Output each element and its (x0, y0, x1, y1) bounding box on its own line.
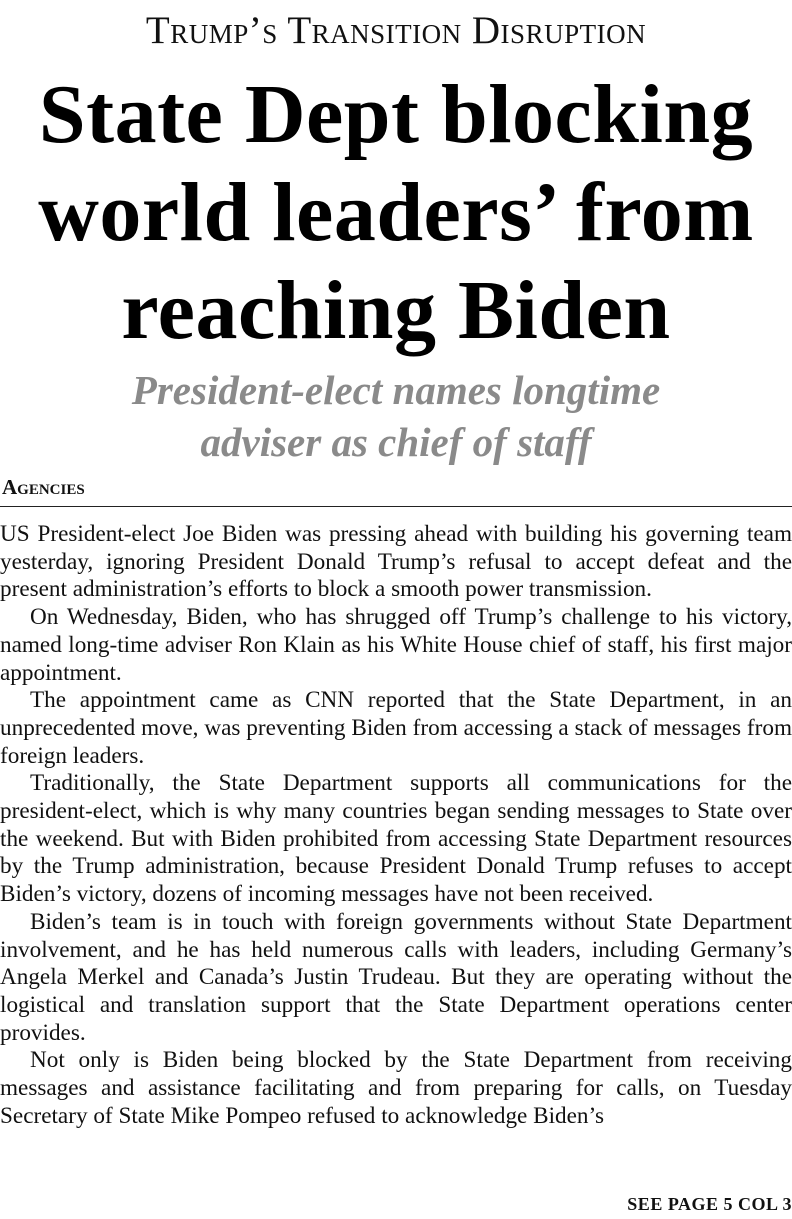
article-paragraph: US President-elect Joe Biden was pressing ahead with building his governing team yesterday, ignoring President Donald Trump’s refusal to accept defeat and the present administration’s efforts to block a smooth power transmission. (0, 521, 792, 603)
article-paragraph: Not only is Biden being blocked by the State Department from receiving messages and assistance facilitating and from preparing for calls, on Tuesday Secretary of State Mike Pompeo refused to acknowledge Biden’s (0, 1047, 792, 1129)
subheadline-line: President-elect names longtime (131, 367, 661, 413)
article-paragraph: Traditionally, the State Department supports all communications for the president-elect, which is why many countries began sending messages to State over the weekend. But with Biden prohibited from accessing State Department resources by the Trump administration, because President Donald Trump refuses to accept Biden’s victory, dozens of incoming messages have not been received. (0, 770, 792, 908)
article-paragraph: The appointment came as CNN reported that the State Department, in an unprecedented move, was preventing Biden from accessing a stack of messages from foreign leaders. (0, 687, 792, 769)
subheadline-line: adviser as chief of staff (200, 419, 592, 465)
byline: Agencies (2, 475, 85, 499)
article-body (0, 521, 792, 1130)
byline-divider (0, 506, 792, 507)
headline-line: State Dept blocking (38, 68, 754, 161)
headline-line: reaching Biden (121, 264, 671, 357)
headline (0, 66, 792, 360)
subheadline (0, 364, 792, 468)
article-paragraph: Biden’s team is in touch with foreign governments without State Department involvement, and he has held numerous calls with leaders, including Germany’s Angela Merkel and Canada’s Justin Trudeau. But they are operating without the logistical and translation support that the State Department operations center provides. (0, 908, 792, 1046)
continuation-jump: SEE PAGE 5 COL 3 (627, 1194, 792, 1214)
section-kicker: Trump’s Transition Disruption (145, 9, 647, 52)
article-paragraph: On Wednesday, Biden, who has shrugged off Trump’s challenge to his victory, named long-time adviser Ron Klain as his White House chief of staff, his first major appointment. (0, 604, 792, 686)
headline-line: world leaders’ from (38, 166, 754, 259)
